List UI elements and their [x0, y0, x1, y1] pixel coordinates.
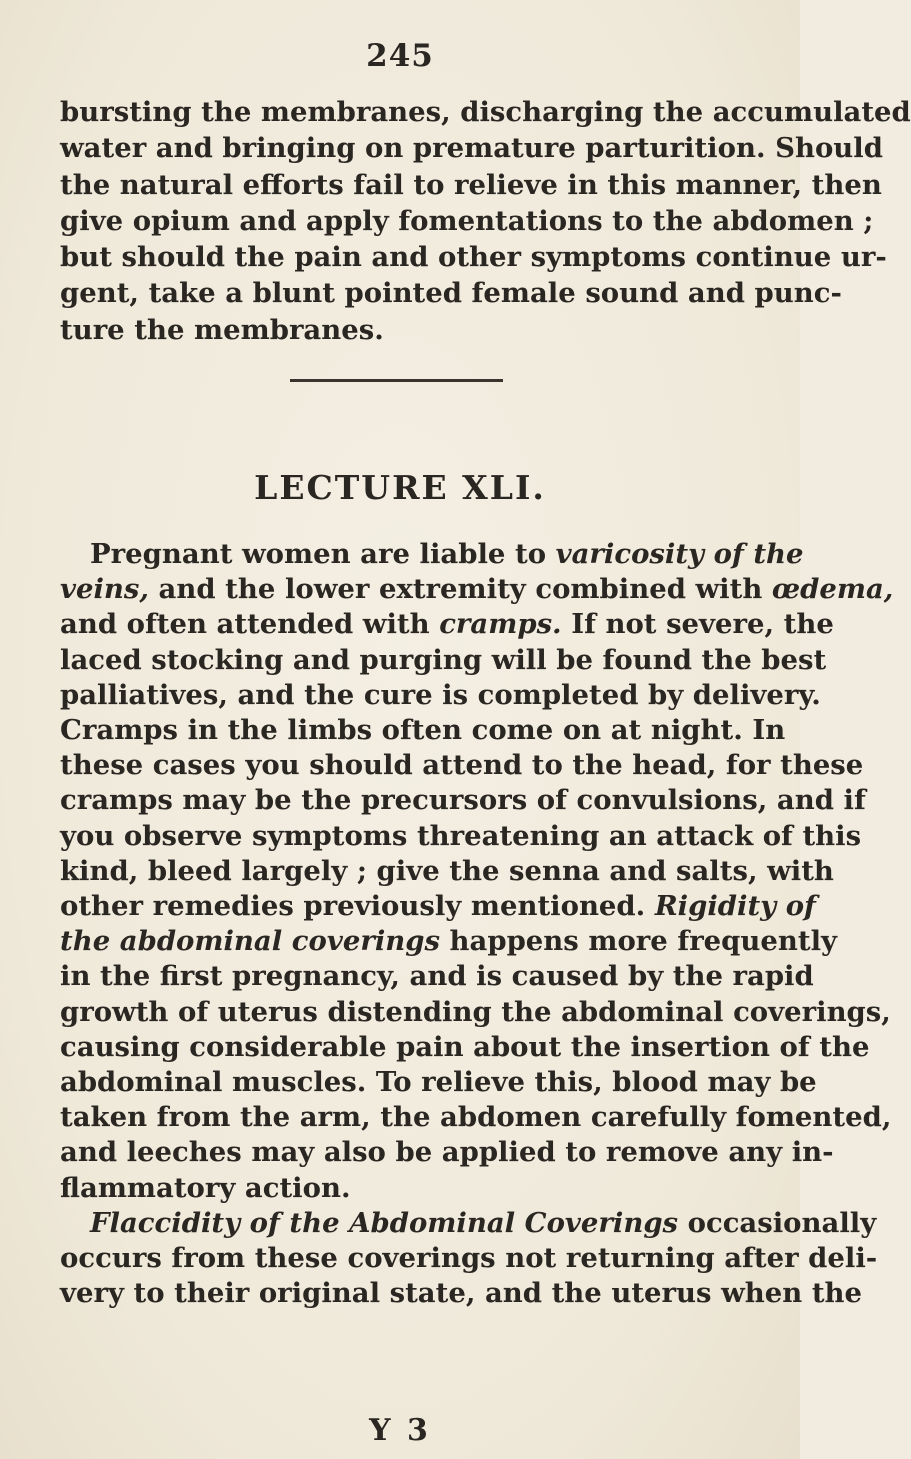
- italic-span: œdema,: [771, 573, 894, 605]
- text-span: If not severe, the: [561, 608, 834, 640]
- text-line: [60, 748, 864, 782]
- text-span: and often attended with: [60, 608, 440, 640]
- text-span: you observe symptoms threatening an attack of this: [60, 820, 862, 852]
- text-span: very to their original state, and the uterus when the: [60, 1277, 863, 1309]
- text-line: [60, 924, 838, 958]
- text-line: the natural efforts fail to relieve in this manner, then: [60, 169, 882, 201]
- text-line: [60, 783, 866, 817]
- text-span: growth of uterus distending the abdominal coverings,: [60, 996, 891, 1028]
- page-number: 245: [366, 38, 434, 74]
- text-span: taken from the arm, the abdomen carefully fomented,: [60, 1101, 892, 1133]
- text-line: [90, 1206, 877, 1240]
- text-line: ture the membranes.: [60, 314, 384, 346]
- lecture-heading: LECTURE XLI.: [254, 468, 546, 507]
- italic-span: Rigidity of: [654, 890, 816, 922]
- text-line: [60, 1065, 817, 1099]
- text-span: Pregnant women are liable to: [90, 538, 556, 570]
- text-line: [60, 643, 827, 677]
- text-span: causing considerable pain about the insertion of the: [60, 1031, 870, 1063]
- text-span: and leeches may also be applied to remove any in-: [60, 1136, 834, 1168]
- signature-mark: Y 3: [369, 1413, 431, 1448]
- text-line: gent, take a blunt pointed female sound and punc-: [60, 277, 842, 309]
- text-line: [60, 995, 891, 1029]
- text-line: [60, 819, 862, 853]
- text-span: Cramps in the limbs often come on at night. In: [60, 714, 786, 746]
- italic-span: veins,: [60, 573, 149, 605]
- text-line: but should the pain and other symptoms continue ur-: [60, 241, 887, 273]
- italic-span: the abdominal coverings: [60, 925, 440, 957]
- text-span: abdominal muscles. To relieve this, blood may be: [60, 1066, 817, 1098]
- text-line: [60, 1276, 863, 1310]
- italic-span: Flaccidity of the Abdominal Coverings: [90, 1207, 679, 1239]
- text-span: these cases you should attend to the head, for these: [60, 749, 864, 781]
- italic-span: varicosity of the: [555, 538, 804, 570]
- text-span: and the lower extremity combined with: [148, 573, 772, 605]
- text-span: occasionally: [678, 1207, 877, 1239]
- text-span: occurs from these coverings not returning after deli-: [60, 1242, 878, 1274]
- text-line: bursting the membranes, discharging the accumulated: [60, 96, 911, 128]
- section-divider: [290, 379, 503, 382]
- text-line: [60, 1100, 892, 1134]
- text-span: palliatives, and the cure is completed by delivery.: [60, 679, 821, 711]
- text-line: [60, 713, 786, 747]
- text-line: [60, 1135, 834, 1169]
- text-line: [60, 854, 834, 888]
- text-line: [60, 1030, 870, 1064]
- text-span: other remedies previously mentioned.: [60, 890, 655, 922]
- text-span: kind, bleed largely ; give the senna and salts, with: [60, 855, 834, 887]
- text-span: happens more frequently: [439, 925, 838, 957]
- text-line: [60, 678, 821, 712]
- text-line: water and bringing on premature parturition. Should: [60, 132, 883, 164]
- text-line: [60, 572, 894, 606]
- text-span: flammatory action.: [60, 1172, 351, 1204]
- italic-span: cramps.: [439, 608, 562, 640]
- text-span: in the first pregnancy, and is caused by the rapid: [60, 960, 814, 992]
- text-line: [90, 537, 804, 571]
- text-span: cramps may be the precursors of convulsions, and if: [60, 784, 866, 816]
- text-line: [60, 959, 814, 993]
- text-line: give opium and apply fomentations to the abdomen ;: [60, 205, 874, 237]
- text-line: [60, 607, 834, 641]
- text-line: [60, 1241, 878, 1275]
- text-line: [60, 1171, 750, 1205]
- text-span: laced stocking and purging will be found the best: [60, 644, 827, 676]
- text-line: [60, 889, 816, 923]
